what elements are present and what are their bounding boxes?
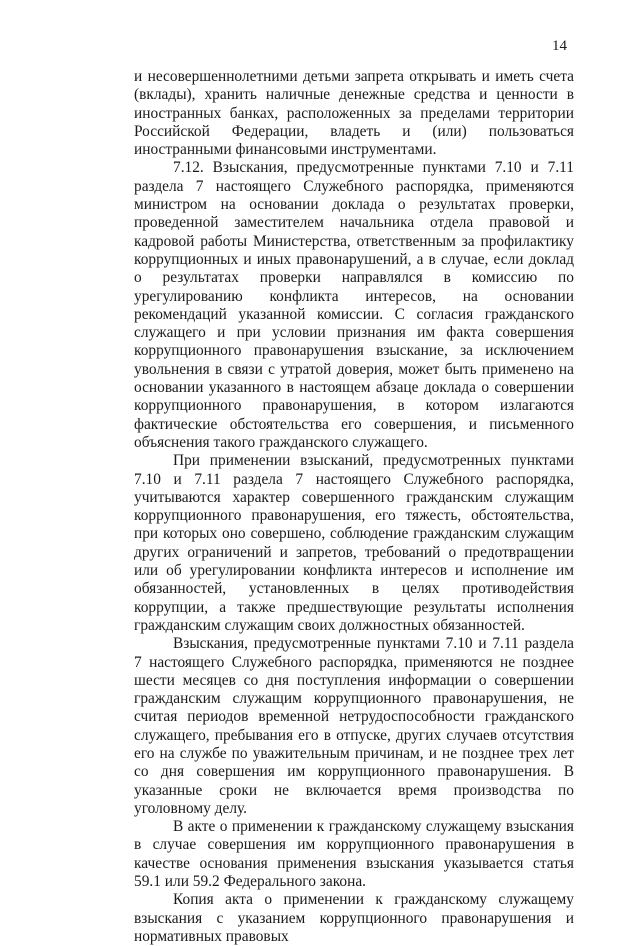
page-number: 14: [552, 38, 567, 54]
paragraph-act-copy: Копия акта о применении к гражданскому служащему взыскания с указанием коррупционного правонарушения и нормативных правовых: [134, 891, 574, 945]
paragraph-penalty-factors: При применении взысканий, предусмотренных пунктами 7.10 и 7.11 раздела 7 настоящего Служебного распорядка, учитываются характер совершенного гражданским служащим коррупционного правонарушения, его тяжесть, обстоятельства, при которых оно совершено, соблюдение гражданским служащим других ограничений и запретов, требований о предотвращении или об урегулировании конфликта интересов и исполнение им обязанностей, установленных в целях противодействия коррупции, а также предшествующие результаты исполнения гражданским служащим своих должностных обязанностей.: [134, 452, 574, 634]
document-body: [134, 68, 574, 946]
paragraph-7-12: 7.12. Взыскания, предусмотренные пунктами 7.10 и 7.11 раздела 7 настоящего Служебного распорядка, применяются министром на основании доклада о результатах проверки, проведенной заместителем начальника отдела правовой и кадровой работы Министерства, ответственным за профилактику коррупционных и иных правонарушений, а в случае, если доклад о результатах проверки направлялся в комиссию по урегулированию конфликта интересов, на основании рекомендаций указанной комиссии. С согласия гражданского служащего и при условии признания им факта совершения коррупционного правонарушения взыскание, за исключением увольнения в связи с утратой доверия, может быть применено на основании указанного в настоящем абзаце доклада о совершении коррупционного правонарушения, в котором излагаются фактические обстоятельства его совершения, и письменного объяснения такого гражданского служащего.: [134, 159, 574, 451]
paragraph-penalty-deadlines: Взыскания, предусмотренные пунктами 7.10 и 7.11 раздела 7 настоящего Служебного распорядка, применяются не позднее шести месяцев со дня поступления информации о совершении гражданским служащим коррупционного правонарушения, не считая периодов временной нетрудоспособности гражданского служащего, пребывания его в отпуске, других случаев отсутствия его на службе по уважительным причинам, и не позднее трех лет со дня совершения им коррупционного правонарушения. В указанные сроки не включается время производства по уголовному делу.: [134, 635, 574, 817]
paragraph-continuation: и несовершеннолетними детьми запрета открывать и иметь счета (вклады), хранить наличные денежные средства и ценности в иностранных банках, расположенных за пределами территории Российской Федерации, владеть и (или) пользоваться иностранными финансовыми инструментами.: [134, 68, 574, 159]
paragraph-penalty-act: В акте о применении к гражданскому служащему взыскания в случае совершения им коррупционного правонарушения в качестве основания применения взыскания указывается статья 59.1 или 59.2 Федерального закона.: [134, 818, 574, 891]
